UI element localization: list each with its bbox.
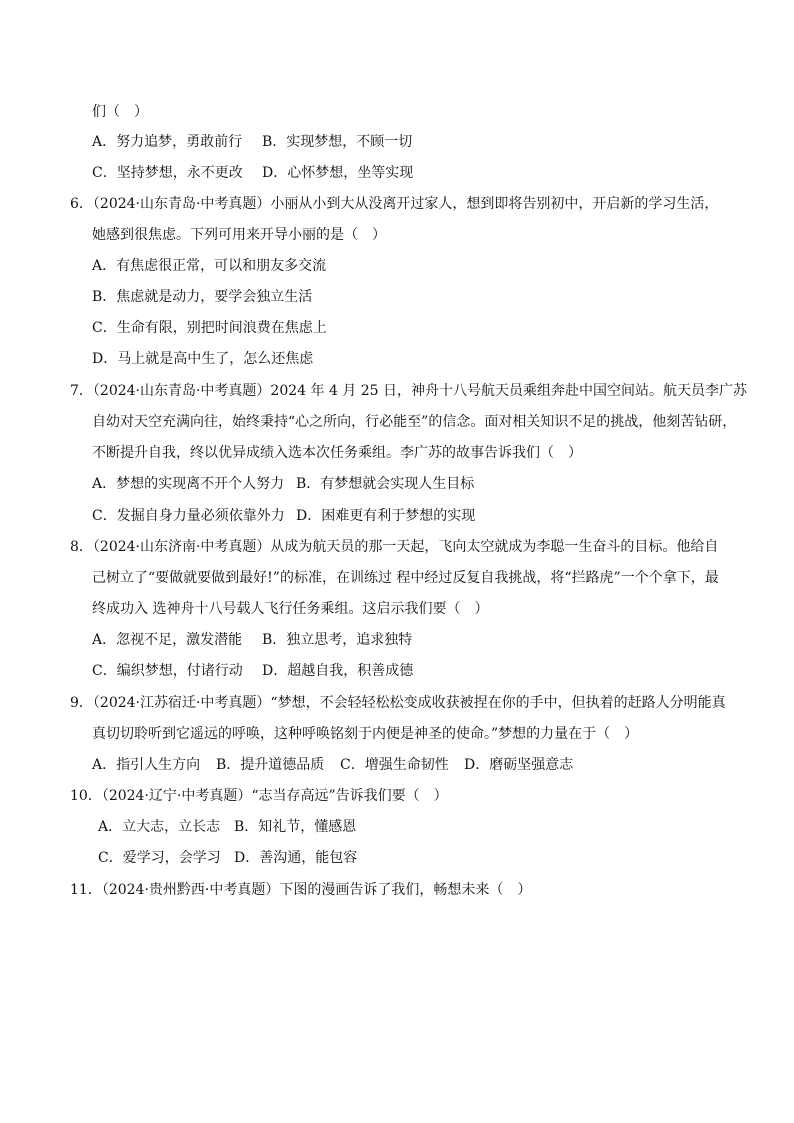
option-c: C．编织梦想，付诸行动 — [92, 663, 243, 679]
question-6-option-a: A．有焦虑很正常，可以和朋友多交流 — [92, 258, 327, 274]
question-6-option-d: D．马上就是高中生了，怎么还焦虑 — [92, 351, 314, 367]
question-10-options-row-2 — [98, 848, 357, 868]
question-9-stem: 9．（2024·江苏宿迁·中考真题）“梦想，不会轻轻松松变成收获被捏在你的手中，但执着的赶路人分明能真 — [70, 695, 726, 711]
question-7-stem-cont-2: 不断提升自我，终以优异成绩入选本次任务乘组。李广苏的故事告诉我们（ ） — [92, 445, 582, 461]
question-7-options-row-1 — [92, 474, 474, 494]
option-a: A．立大志，立长志 — [98, 819, 221, 835]
option-a: A．指引人生方向 — [92, 757, 201, 773]
option-d: D．心怀梦想，坐等实现 — [262, 165, 414, 181]
option-d: D．困难更有利于梦想的实现 — [296, 508, 476, 524]
question-5-options-row-2 — [92, 163, 413, 183]
option-b: B．知礼节，懂感恩 — [234, 819, 357, 835]
question-8-stem-cont-2: 终成功入 选神舟十八号载人飞行任务乘组。这启示我们要（ ） — [92, 601, 489, 617]
question-6-stem: 6．（2024·山东青岛·中考真题）小丽从小到大从没离开过家人，想到即将告别初中，开启新的学习生活， — [70, 196, 719, 212]
option-b: B．实现梦想，不顾一切 — [262, 134, 413, 150]
question-10-options-row-1 — [98, 817, 356, 837]
question-10-stem: 10．（2024·辽宁·中考真题）“志当存高远”告诉我们要（ ） — [70, 788, 448, 804]
question-7-stem: 7．（2024·山东青岛·中考真题）2024 年 4 月 25 日，神舟十八号航天员乘组奔赴中国空间站。航天员李广苏 — [70, 383, 748, 399]
question-7-stem-cont-1: 自幼对天空充满向往，始终秉持“心之所向，行必能至”的信念。面对相关知识不足的挑战，他刻苦钻研， — [92, 414, 737, 430]
question-9-stem-cont: 真切切聆听到它遥远的呼唤，这种呼唤铭刻于内便是神圣的使命。”梦想的力量在于（ ） — [92, 726, 639, 742]
option-c: C．发掘自身力量必须依靠外力 — [92, 508, 285, 524]
option-c: C．坚持梦想，永不更改 — [92, 165, 243, 181]
option-a: A．忽视不足，激发潜能 — [92, 632, 243, 648]
option-b: B．独立思考，追求独特 — [262, 632, 413, 648]
option-c: C．增强生命韧性 — [340, 757, 449, 773]
option-c: C．爱学习，会学习 — [98, 850, 221, 866]
question-8-options-row-2 — [92, 661, 413, 681]
option-b: B．提升道德品质 — [216, 757, 325, 773]
question-9-options-row — [92, 755, 573, 775]
question-7-options-row-2 — [92, 506, 475, 526]
question-6-option-c: C．生命有限，别把时间浪费在焦虑上 — [92, 320, 327, 336]
question-5-stem-tail: 们（ ） — [92, 104, 148, 120]
question-8-stem: 8．（2024·山东济南·中考真题）从成为航天员的那一天起，飞向太空就成为李聪一生奋斗的目标。他给自 — [70, 539, 719, 555]
question-8-stem-cont-1: 己树立了“要做就要做到最好!”的标准，在训练过 程中经过反复自我挑战，将“拦路虎”一个个拿下，最 — [92, 570, 719, 586]
option-d: D．善沟通，能包容 — [234, 850, 358, 866]
question-5-options-row-1 — [92, 132, 412, 152]
option-b: B．有梦想就会实现人生目标 — [296, 476, 475, 492]
question-6-option-b: B．焦虑就是动力，要学会独立生活 — [92, 289, 313, 305]
option-a: A．努力追梦，勇敢前行 — [92, 134, 243, 150]
question-6-stem-cont: 她感到很焦虑。下列可用来开导小丽的是（ ） — [92, 227, 386, 243]
option-d: D．磨砺坚强意志 — [464, 757, 574, 773]
question-11-stem: 11．（2024·贵州黔西·中考真题）下图的漫画告诉了我们，畅想未来（ ） — [70, 882, 532, 898]
option-d: D．超越自我，积善成德 — [262, 663, 414, 679]
question-8-options-row-1 — [92, 630, 412, 650]
option-a: A．梦想的实现离不开个人努力 — [92, 476, 285, 492]
